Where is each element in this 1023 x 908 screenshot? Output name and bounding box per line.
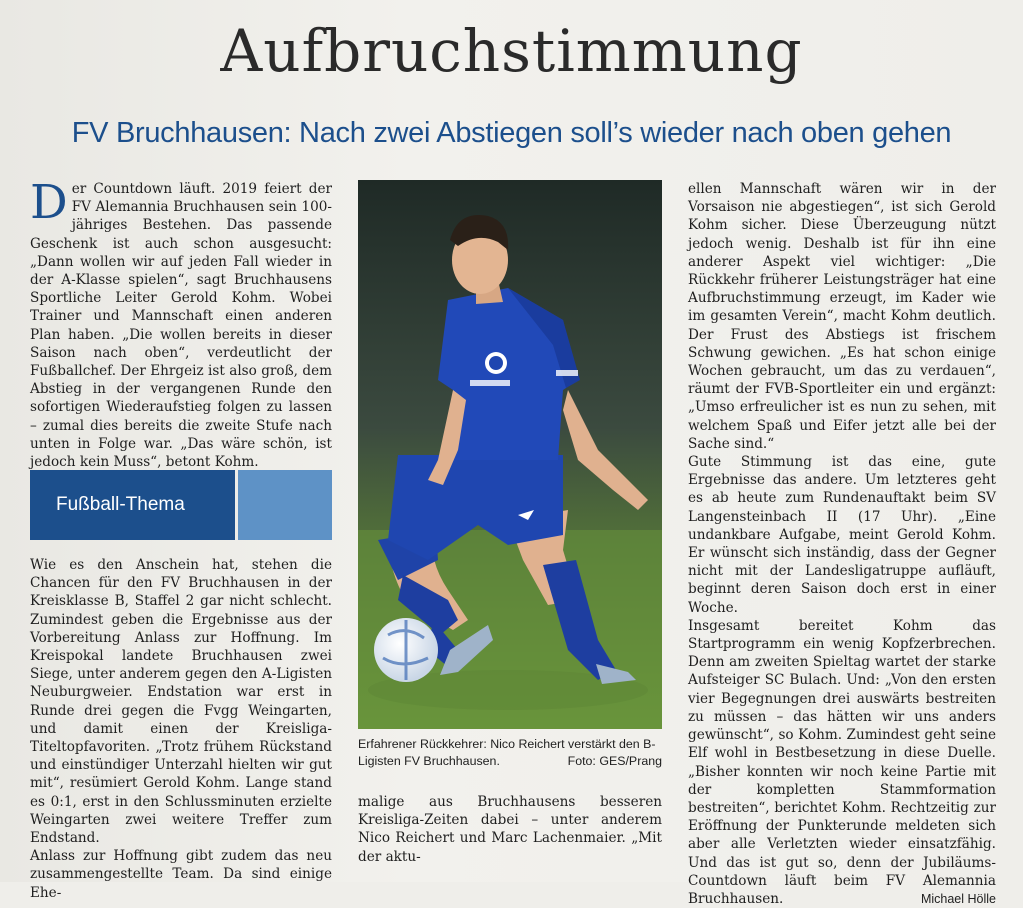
rubric-box (30, 470, 332, 540)
rubric-label: Fußball-Thema (30, 470, 235, 540)
article-column-1-top (30, 175, 332, 471)
caption-text: Erfahrener Rückkehrer: Nico Reichert verstärkt den B-Ligisten FV Bruchhausen. (358, 737, 656, 768)
photo-credit: Foto: GES/Prang (567, 754, 662, 768)
headline: Aufbruchstimmung (220, 17, 803, 85)
football-player-icon (358, 180, 662, 729)
rubric-accent (238, 470, 332, 540)
photo-caption (358, 736, 662, 770)
article-paragraph: Anlass zur Hoffnung gibt zudem das neu zusammengestellte Team. Da sind einige Ehe- (30, 848, 332, 901)
article-paragraph: malige aus Bruchhausens besseren Kreisliga-Zeiten dabei – unter anderem Nico Reichert und Marc Lachenmaier. „Mit der aktu- (358, 794, 662, 865)
article-column-1-bottom (30, 556, 332, 902)
article-paragraph: Gute Stimmung ist das eine, gute Ergebnisse das andere. Um letzteres geht es ab heute zum Rundenauftakt beim SV Langensteinbach II (17 Uhr). „Eine undankbare Aufgabe, meint Gerold Kohm. Er wünscht sich inständig, dass der Gegner nicht mit der Landesligatruppe aufläuft, beginnt deren Saison doch erst in einer Woche. (688, 454, 996, 616)
article-paragraph: Wie es den Anschein hat, stehen die Chancen für den FV Bruchhausen in der Kreisklasse B, Staffel 2 gar nicht schlecht. Zumindest geben die Ergebnisse aus der Vorbereitung Anlass zur Hoffnung. Im Kreispokal landete Bruchhausen zwei Siege, unter anderem gegen den A-Ligisten Neuburgweier. Endstation war erst in Runde drei gegen die Fvgg Weingarten, und damit einen der Kreisliga-Titeltopfavoriten. „Trotz frühem Rückstand und einstündiger Unterzahl hielten wir gut mit“, resümiert Gerold Kohm. Lange stand es 0:1, erst in den Schlussminuten erzielte Weingarten zwei weitere Treffer zum Endstand. (30, 557, 332, 847)
drop-cap: D (30, 175, 68, 230)
author-byline: Michael Hölle (920, 891, 996, 906)
article-paragraph: ellen Mannschaft wären wir in der Vorsaison nie abgestiegen“, ist sich Gerold Kohm sicher. Diese Überzeugung nützt jedoch wenig. Deshalb ist für ihn eine anderer Aspekt viel wichtiger: „Die Rückkehr früherer Leistungsträger hat eine Aufbruchstimmung erzeugt, im Kader wie im gesamten Verein“, macht Kohm deutlich. Der Frust des Abstiegs ist frischem Schwung gewichen. „Es hat schon einige Wochen gebraucht, um das zu verdauen“, räumt der FVB-Sportleiter ein und ergänzt: „Umso erfreulicher ist es nun zu sehen, mit welchem Spaß und Eifer jetzt alle bei der Sache sind.“ (688, 181, 996, 452)
article-column-2-bottom (358, 793, 662, 866)
subheadline: FV Bruchhausen: Nach zwei Abstiegen soll’s wieder nach oben gehen (71, 117, 952, 149)
article-column-3 (688, 180, 996, 908)
article-paragraph: Insgesamt bereitet Kohm das Startprogramm ein wenig Kopfzerbrechen. Denn am zweiten Spieltag wartet der starke Aufsteiger SC Bulach. Und: „Von den ersten vier Begegnungen drei auswärts bestreiten zu müssen – das hätten wir uns anders gewünscht“, so Kohm. Zumindest geht seine Elf wohl in Bestbesetzung in diese Duelle. „Bisher konnten wir noch keine Partie mit der kompletten Stammformation bestreiten“, berichtet Kohm. Rechtzeitig zur Eröffnung der Punkterunde meldeten sich aber alle Verletzten wieder einsatzfähig. Und das ist gut so, denn der Jubiläums-Countdown läuft beim FV Alemannia Bruchhausen. Michael Hölle (688, 617, 996, 907)
article-paragraph: Der Countdown läuft. 2019 feiert der FV Alemannia Bruchhausen sein 100-jähriges Bestehen. Das passende Geschenk ist auch schon ausgesucht: „Dann wollen wir auf jeden Fall wieder in der A-Klasse spielen“, sagt Bruchhausens Sportliche Leiter Gerold Kohm. Wobei Trainer und Mannschaft einen anderen Plan haben. „Die wollen bereits in dieser Saison nach oben“, verdeutlicht der Fußballchef. Der Ehrgeiz ist also groß, dem Abstieg in der vergangenen Runde den sofortigen Wiederaufstieg folgen zu lassen – zumal dies bereits die zweite Stufe nach unten in Folge war. „Das wäre schön, ist jedoch kein Muss“, betont Kohm. (30, 175, 332, 471)
article-photo (358, 180, 662, 729)
